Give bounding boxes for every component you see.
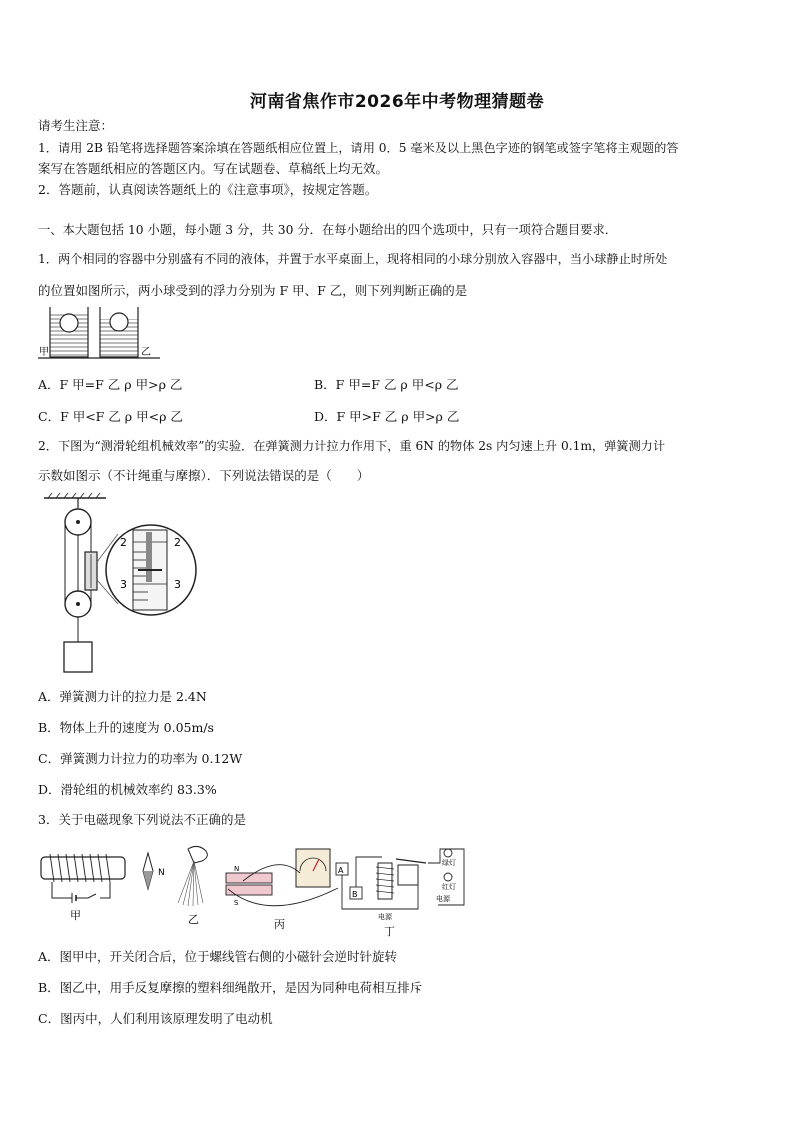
- label-yi: 乙: [141, 347, 151, 358]
- label-yi: 乙: [188, 913, 199, 926]
- q1-stem-line-2: 的位置如图所示，两小球受到的浮力分别为 F 甲、F 乙，则下列判断正确的是: [38, 283, 468, 298]
- q3-option-c[interactable]: C．图丙中，人们利用该原理发明了电动机: [38, 1011, 273, 1026]
- notice-item-1-line-1: 1．请用 2B 铅笔将选择题答案涂填在答题纸相应位置上，请用 0．5 毫米及以上黑色字迹的钢笔或签字笔将主观题的答: [38, 141, 679, 155]
- label-jia: 甲: [39, 347, 49, 358]
- figure-jia-solenoid: [41, 854, 125, 922]
- figure-ding-relay: [336, 849, 464, 938]
- compass-needle-icon: [143, 853, 165, 889]
- label-red-lamp: 红灯: [442, 883, 456, 891]
- q1-option-a[interactable]: A．F 甲=F 乙 ρ 甲>ρ 乙: [38, 377, 183, 392]
- q1-option-d[interactable]: D．F 甲>F 乙 ρ 甲>ρ 乙: [314, 409, 460, 424]
- ball-jia: [60, 314, 78, 332]
- page-title: 河南省焦作市2026年中考物理猜题卷: [249, 92, 545, 112]
- label-power: 电源: [378, 913, 392, 921]
- q1-option-b[interactable]: B．F 甲=F 乙 ρ 甲<ρ 乙: [314, 377, 459, 392]
- label-a: A: [338, 866, 344, 875]
- scale-label-2-right: 2: [174, 536, 181, 549]
- red-lamp-icon: [444, 873, 452, 881]
- q1-stem-line-1: 1．两个相同的容器中分别盛有不同的液体，并置于水平桌面上，现将相同的小球分别放入容器中，当小球静止时所处: [38, 252, 668, 266]
- scale-label-3-left: 3: [120, 578, 127, 591]
- label-green-lamp: 绿灯: [442, 859, 456, 867]
- notice-heading: 请考生注意：: [38, 118, 114, 133]
- scale-label-2-left: 2: [120, 536, 127, 549]
- figure-bing-induction: [226, 849, 338, 931]
- q3-option-b[interactable]: B．图乙中，用手反复摩擦的塑料细绳散开，是因为同种电荷相互排斥: [38, 980, 423, 995]
- label-s-small: S: [234, 899, 239, 907]
- q2-option-c[interactable]: C．弹簧测力计拉力的功率为 0.12W: [38, 751, 243, 766]
- label-jia: 甲: [70, 909, 81, 922]
- label-ding: 丁: [384, 925, 395, 938]
- notice-item-1-line-2: 案写在答题纸相应的答题区内。写在试题卷、草稿纸上均无效。: [38, 161, 389, 176]
- q2-option-d[interactable]: D．滑轮组的机械效率约 83.3%: [38, 782, 217, 797]
- label-n-small: N: [234, 865, 240, 873]
- q2-stem-line-2: 示数如图示（不计绳重与摩擦）．下列说法错误的是（ ）: [38, 468, 370, 483]
- label-power-2: 电源: [436, 895, 450, 903]
- section-heading: 一、本大题包括 10 小题，每小题 3 分，共 30 分．在每小题给出的四个选项中，只有一项符合题目要求．: [38, 223, 618, 237]
- figure-yi-plastic-strings: [178, 846, 207, 926]
- q2-option-b[interactable]: B．物体上升的速度为 0.05m/s: [38, 720, 214, 735]
- q3-figure-electromagnetism: [38, 843, 468, 938]
- q3-option-a[interactable]: A．图甲中，开关闭合后，位于螺线管右侧的小磁针会逆时针旋转: [38, 949, 398, 964]
- label-n-pole: N: [158, 868, 165, 878]
- q3-stem: 3．关于电磁现象下列说法不正确的是: [38, 812, 246, 827]
- q2-figure-pulley: [38, 492, 198, 677]
- scale-label-3-right: 3: [174, 578, 181, 591]
- q2-option-a[interactable]: A．弹簧测力计的拉力是 2.4N: [38, 689, 207, 704]
- notice-item-2: 2．答题前，认真阅读答题纸上的《注意事项》，按规定答题。: [38, 182, 378, 197]
- q1-option-c[interactable]: C．F 甲<F 乙 ρ 甲<ρ 乙: [38, 409, 183, 424]
- ball-yi: [110, 313, 128, 331]
- q2-stem-line-1: 2．下图为“测滑轮组机械效率”的实验．在弹簧测力计拉力作用下，重 6N 的物体 2s 内匀速上升 0.1m，弹簧测力计: [38, 439, 666, 453]
- label-b: B: [352, 890, 358, 899]
- label-bing: 丙: [274, 918, 285, 931]
- weight-block: [64, 642, 92, 672]
- green-lamp-icon: [444, 849, 452, 857]
- q1-figure-containers: [38, 305, 160, 363]
